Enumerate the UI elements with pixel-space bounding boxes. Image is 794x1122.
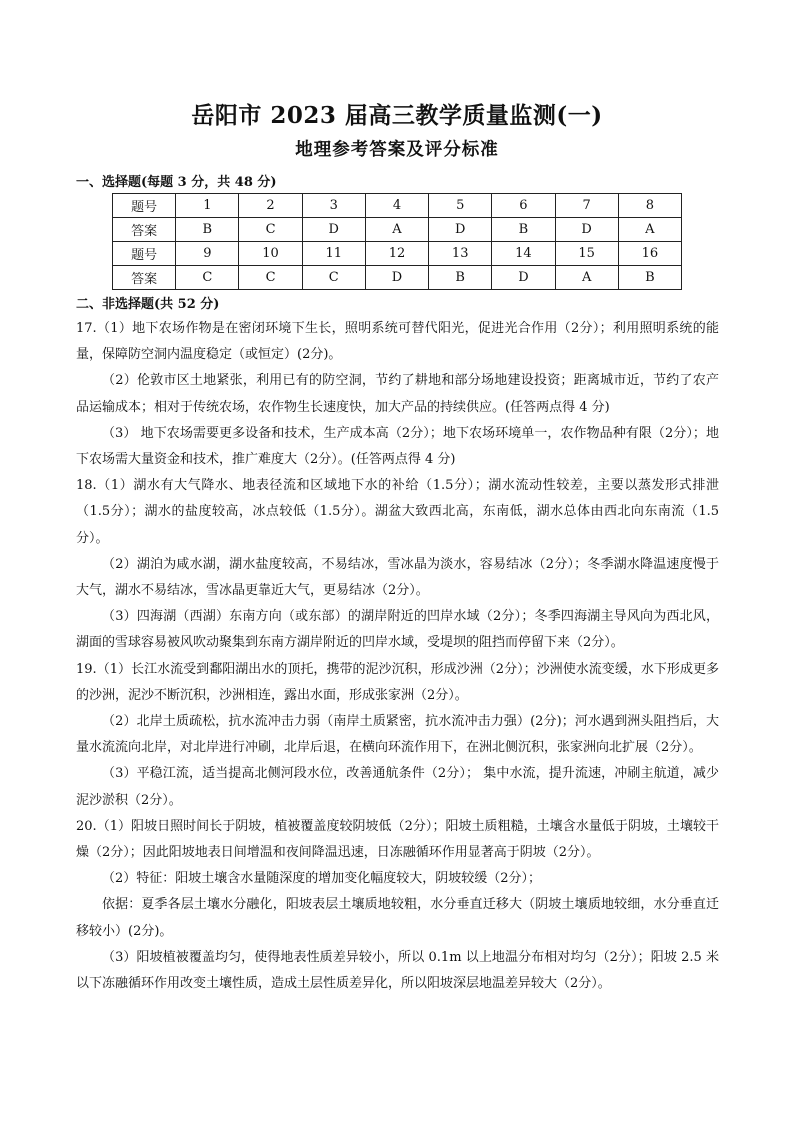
page-subtitle: 地理参考答案及评分标准 (295, 140, 499, 160)
table-row (113, 266, 682, 290)
answer-cell: D (302, 218, 365, 242)
row-label: 题号 (113, 194, 176, 218)
question-number: 1 (176, 194, 239, 218)
table-row (113, 242, 682, 266)
answer-cell: C (239, 266, 302, 290)
answer-cell: B (429, 266, 492, 290)
answer-cell: B (618, 266, 681, 290)
answer-cell: C (302, 266, 365, 290)
question-number: 11 (302, 242, 365, 266)
answer-paragraph: 20.（1）阳坡日照时间长于阴坡，植被覆盖度较阴坡低（2分）；阳坡土质粗糙，土壤含水量低于阴坡，土壤较干燥（2分）；因此阳坡地表日间增温和夜间降温迅速，日冻融循环作用显著高于阴坡（2分）。 (76, 818, 719, 861)
answer-cell: B (176, 218, 239, 242)
table-row (113, 194, 682, 218)
question-number: 5 (429, 194, 492, 218)
answer-paragraph: 依据：夏季各层土壤水分融化，阳坡表层土壤质地较粗，水分垂直迁移大（阴坡土壤质地较细，水分垂直迁移较小）(2分)。 (76, 897, 719, 939)
answer-paragraph: （2）特征：阳坡土壤含水量随深度的增加变化幅度较大，阴坡较缓（2分）； (102, 871, 542, 887)
question-number: 15 (555, 242, 618, 266)
question-number: 3 (302, 194, 365, 218)
answer-paragraph: （2）伦敦市区土地紧张，利用已有的防空洞，节约了耕地和部分场地建设投资；距离城市近，节约了农产品运输成本；相对于传统农场，农作物生长速度快，加大产品的持续供应。(任答两点得 4 分) (76, 373, 719, 415)
answer-cell: A (555, 266, 618, 290)
page-title: 岳阳市 2023 届高三教学质量监测(一) (191, 102, 603, 129)
answer-cell: D (492, 266, 555, 290)
question-number: 7 (555, 194, 618, 218)
answer-cell: B (492, 218, 555, 242)
answer-paragraph: （3）平稳江流，适当提高北侧河段水位，改善通航条件（2分）； 集中水流，提升流速，冲刷主航道，减少泥沙淤积（2分）。 (76, 766, 719, 808)
question-number: 14 (492, 242, 555, 266)
answer-paragraph: 19.（1）长江水流受到鄱阳湖出水的顶托，携带的泥沙沉积，形成沙洲（2分）；沙洲使水流变缓，水下形成更多的沙洲，泥沙不断沉积，沙洲相连，露出水面，形成张家洲（2分）。 (76, 661, 719, 703)
answer-paragraph: 18.（1）湖水有大气降水、地表径流和区域地下水的补给（1.5分）；湖水流动性较差，主要以蒸发形式排泄（1.5分）；湖水的盐度较高，冰点较低（1.5分）。湖盆大致西北高，东南低，湖水总体由西北向东南流（1.5分）。 (76, 478, 719, 546)
question-number: 16 (618, 242, 681, 266)
answer-cell: D (429, 218, 492, 242)
question-number: 2 (239, 194, 302, 218)
question-number: 6 (492, 194, 555, 218)
answer-cell: D (365, 266, 428, 290)
answer-cell: C (239, 218, 302, 242)
answer-cell: A (618, 218, 681, 242)
answer-table (112, 193, 682, 290)
question-number: 13 (429, 242, 492, 266)
row-label: 答案 (113, 218, 176, 242)
question-number: 4 (365, 194, 428, 218)
row-label: 答案 (113, 266, 176, 290)
question-number: 8 (618, 194, 681, 218)
answer-paragraph: （2）北岸土质疏松，抗水流冲击力弱（南岸土质紧密，抗水流冲击力强）(2分)；河水遇到洲头阻挡后，大量水流流向北岸，对北岸进行冲刷，北岸后退，在横向环流作用下，在洲北侧沉积，张家洲向北扩展（2分）。 (76, 714, 719, 756)
answer-paragraph: 17.（1）地下农场作物是在密闭环境下生长，照明系统可替代阳光，促进光合作用（2分）；利用照明系统的能量，保障防空洞内温度稳定（或恒定）(2分)。 (76, 321, 719, 363)
question-number: 9 (176, 242, 239, 266)
answer-cell: D (555, 218, 618, 242)
answer-paragraph: （3） 地下农场需要更多设备和技术，生产成本高（2分）；地下农场环境单一，农作物品种有限（2分）；地下农场需大量资金和技术，推广难度大（2分）。(任答两点得 4 分) (76, 425, 719, 468)
answer-paragraph: （3）阳坡植被覆盖均匀，使得地表性质差异较小，所以 0.1m 以上地温分布相对均匀（2分）；阳坡 2.5 米以下冻融循环作用改变土壤性质，造成土层性质差异化，所以阳坡深层地温差异较大（2分）。 (76, 949, 719, 992)
answer-cell: C (176, 266, 239, 290)
answer-body (76, 316, 719, 997)
section-1-heading: 一、选择题(每题 3 分，共 48 分) (76, 175, 277, 190)
question-number: 10 (239, 242, 302, 266)
table-row (113, 218, 682, 242)
answer-paragraph: （2）湖泊为咸水湖，湖水盐度较高，不易结冰，雪冰晶为淡水，容易结冰（2分）；冬季湖水降温速度慢于大气，湖水不易结冰，雪冰晶更靠近大气，更易结冰（2分）。 (76, 556, 719, 599)
question-number: 12 (365, 242, 428, 266)
answer-paragraph: （3）四海湖（西湖）东南方向（或东部）的湖岸附近的凹岸水域（2分）；冬季四海湖主导风向为西北风，湖面的雪球容易被风吹动聚集到东南方湖岸附近的凹岸水域，受堤坝的阻挡而停留下来（2分）。 (76, 609, 719, 651)
section-2-heading: 二、非选择题(共 52 分) (76, 297, 220, 312)
answer-cell: A (365, 218, 428, 242)
row-label: 题号 (113, 242, 176, 266)
